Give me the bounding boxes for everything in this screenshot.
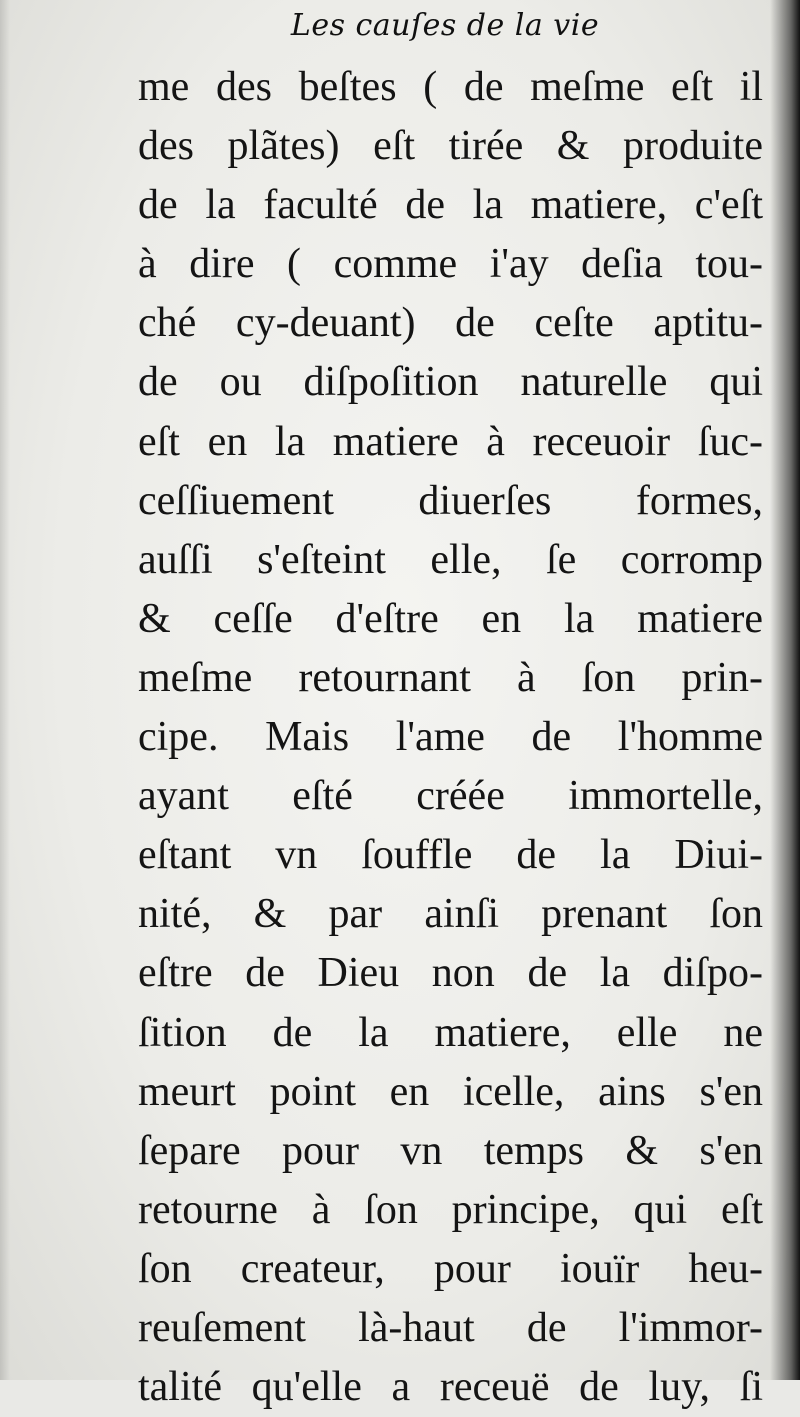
text-line-21: ſon createur, pour iouïr heu- (138, 1245, 763, 1292)
text-line-16: eſtre de Dieu non de la diſpo- (138, 950, 763, 997)
text-line-6: de ou diſpoſition naturelle qui (138, 359, 763, 406)
text-line-11: meſme retournant à ſon prin- (138, 654, 763, 701)
text-line-2: des plãtes) eſt tirée & produite (138, 123, 763, 170)
binding-shadow (770, 0, 800, 1380)
body-text (138, 58, 763, 1417)
text-line-5: ché cy-deuant) de ceſte aptitu- (138, 300, 763, 347)
text-line-9: auſſi s'eſteint elle, ſe corromp (138, 536, 763, 583)
text-line-7: eſt en la matiere à receuoir ſuc- (138, 418, 763, 465)
text-line-13: ayant eſté créée immortelle, (138, 773, 763, 820)
text-line-19: ſepare pour vn temps & s'en (138, 1127, 763, 1174)
text-line-4: à dire ( comme i'ay deſia tou- (138, 241, 763, 288)
page-left-edge (0, 0, 10, 1380)
text-line-10: & ceſſe d'eſtre en la matiere (138, 595, 763, 642)
text-line-12: cipe. Mais l'ame de l'homme (138, 714, 763, 761)
text-line-18: meurt point en icelle, ains s'en (138, 1068, 763, 1115)
text-line-20: retourne à ſon principe, qui eſt (138, 1186, 763, 1233)
running-head: Les cauſes de la vie (290, 8, 600, 43)
text-line-1: me des beſtes ( de meſme eſt il (138, 64, 763, 110)
text-line-3: de la faculté de la matiere, c'eſt (138, 182, 763, 229)
text-line-22: reuſement là-haut de l'immor- (138, 1304, 763, 1351)
text-line-23: talité qu'elle a receuë de luy, ſi (138, 1364, 763, 1411)
text-line-17: ſition de la matiere, elle ne (138, 1009, 763, 1056)
text-line-15: nité, & par ainſi prenant ſon (138, 891, 763, 938)
text-line-14: eſtant vn ſouffle de la Diui- (138, 832, 763, 879)
text-line-8: ceſſiuement diuerſes formes, (138, 477, 763, 524)
